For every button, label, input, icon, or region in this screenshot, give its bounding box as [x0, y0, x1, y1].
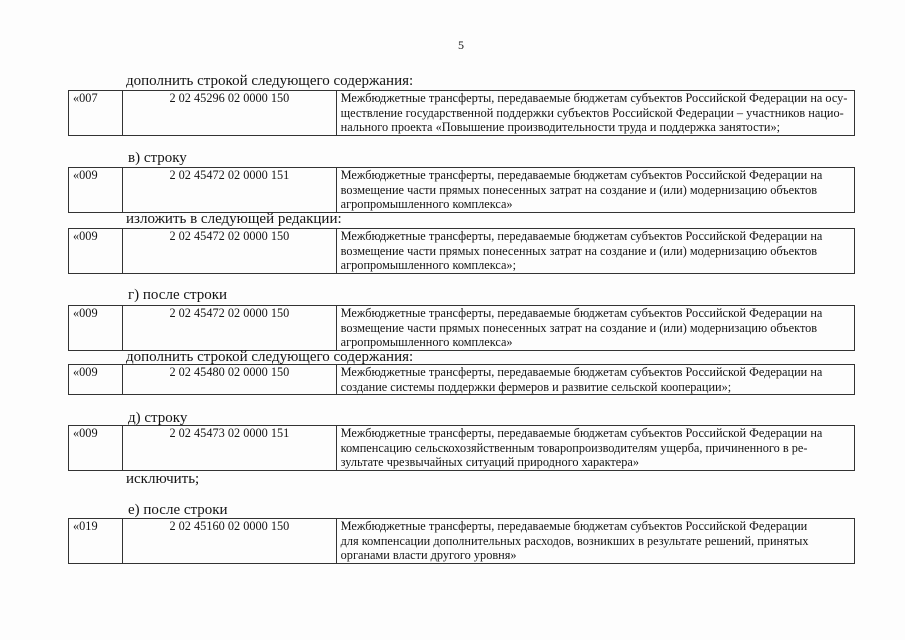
instruction-label: д) строку	[128, 410, 188, 426]
row-description	[336, 91, 854, 136]
instruction-label: г) после строки	[128, 287, 228, 303]
row-code: «009	[69, 229, 123, 274]
description-line: создание системы поддержки фермеров и развитие сельской кооперации»;	[340, 379, 732, 394]
row-kbk: 2 02 45473 02 0000 151	[123, 426, 337, 471]
instruction-label: изложить в следующей редакции:	[126, 211, 342, 227]
instruction-label: дополнить строкой следующего содержания:	[126, 349, 414, 365]
budget-row-table	[68, 167, 855, 213]
description-line: органами власти другого уровня»	[340, 548, 517, 563]
table-row	[69, 229, 855, 274]
instruction-label: исключить;	[126, 471, 200, 487]
description-line: ществление государственной поддержки субъектов Российской Федерации – участников нацио-	[340, 105, 844, 120]
table-row	[69, 426, 855, 471]
row-kbk: 2 02 45480 02 0000 150	[123, 365, 337, 395]
table-row	[69, 365, 855, 395]
row-code: «009	[69, 168, 123, 213]
row-code: «019	[69, 519, 123, 564]
row-description	[336, 426, 854, 471]
description-line: Межбюджетные трансферты, передаваемые бюджетам субъектов Российской Федерации на	[340, 365, 823, 379]
budget-row-table	[68, 305, 855, 351]
row-kbk: 2 02 45472 02 0000 150	[123, 306, 337, 351]
budget-row-table	[68, 228, 855, 274]
budget-row-table	[68, 425, 855, 471]
description-line: агропромышленного комплекса»	[340, 335, 513, 350]
description-line: агропромышленного комплекса»;	[340, 258, 516, 273]
description-line: Межбюджетные трансферты, передаваемые бюджетам субъектов Российской Федерации	[340, 519, 808, 533]
table-row	[69, 306, 855, 351]
row-code: «009	[69, 306, 123, 351]
row-kbk: 2 02 45296 02 0000 150	[123, 91, 337, 136]
row-description	[336, 365, 854, 395]
description-line: Межбюджетные трансферты, передаваемые бюджетам субъектов Российской Федерации на	[340, 229, 823, 243]
description-line: Межбюджетные трансферты, передаваемые бюджетам субъектов Российской Федерации на	[340, 168, 823, 182]
row-description	[336, 519, 854, 564]
budget-row-table	[68, 90, 855, 136]
instruction-label: в) строку	[128, 150, 187, 166]
row-code: «009	[69, 426, 123, 471]
budget-row-table	[68, 518, 855, 564]
row-kbk: 2 02 45160 02 0000 150	[123, 519, 337, 564]
page-number: 5	[458, 38, 464, 52]
row-description	[336, 168, 854, 213]
row-code: «007	[69, 91, 123, 136]
budget-row-table	[68, 364, 855, 395]
table-row	[69, 519, 855, 564]
instruction-label: е) после строки	[128, 502, 228, 518]
instruction-label: дополнить строкой следующего содержания:	[126, 73, 414, 89]
description-line: возмещение части прямых понесенных затрат на создание и (или) модернизацию объектов	[340, 320, 818, 335]
description-line: зультате чрезвычайных ситуаций природного характера»	[340, 455, 640, 470]
row-code: «009	[69, 365, 123, 395]
row-kbk: 2 02 45472 02 0000 151	[123, 168, 337, 213]
description-line: компенсацию сельскохозяйственным товаропроизводителям ущерба, причиненного в ре-	[340, 440, 808, 455]
description-line: Межбюджетные трансферты, передаваемые бюджетам субъектов Российской Федерации на	[340, 306, 823, 320]
table-row	[69, 91, 855, 136]
description-line: возмещение части прямых понесенных затрат на создание и (или) модернизацию объектов	[340, 182, 818, 197]
description-line: нального проекта «Повышение производительности труда и поддержка занятости»;	[340, 120, 781, 135]
description-line: для компенсации дополнительных расходов, возникших в результате решений, принятых	[340, 533, 809, 548]
description-line: агропромышленного комплекса»	[340, 197, 513, 212]
description-line: возмещение части прямых понесенных затрат на создание и (или) модернизацию объектов	[340, 243, 818, 258]
row-description	[336, 306, 854, 351]
description-line: Межбюджетные трансферты, передаваемые бюджетам субъектов Российской Федерации на	[340, 426, 823, 440]
description-line: Межбюджетные трансферты, передаваемые бюджетам субъектов Российской Федерации на осу-	[340, 91, 848, 105]
table-row	[69, 168, 855, 213]
row-description	[336, 229, 854, 274]
row-kbk: 2 02 45472 02 0000 150	[123, 229, 337, 274]
